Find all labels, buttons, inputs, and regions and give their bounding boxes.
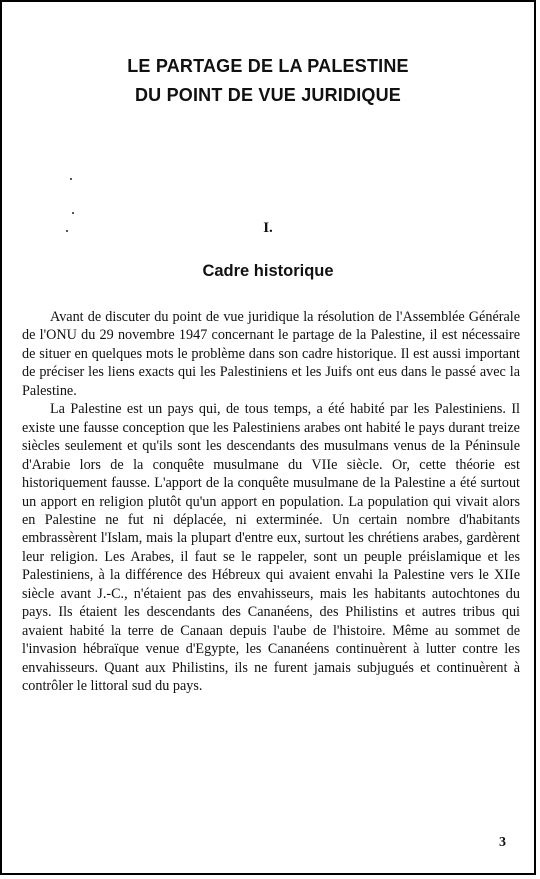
paragraph: La Palestine est un pays qui, de tous temps, a été habité par les Palestiniens. Il existe une fausse conception que les Palestiniens arabes ont habité le pays durant treize siècles seulement et qu'ils sont les descendants des musulmans venus de la Péninsule d'Arabie lors de la conquête musulmane du VIIe siècle. Or, cette théorie est historiquement fausse. L'apport de la conquête musulmane de la Palestine a été surtout un apport en religion plutôt qu'un apport en population. La population qui vivait alors en Palestine ne fut ni déplacée, ni exterminée. Un certain nombre d'habitants embrassèrent l'Islam, mais la plupart d'entre eux, surtout les chrétiens arabes, gardèrent leur religion. Les Arabes, il faut se le rappeler, sont un peuple préislamique et les Palestiniens, à la différence des Hébreux qui avaient envahi la Palestine vers le XIIe siècle avant J.-C., n'étaient pas des envahisseurs, mais les habitants autochtones du pays. Ils étaient les descendants des Cananéens, des Philistins et autres tribus qui avaient habité la terre de Canaan depuis l'aube de l'histoire. Même au sommet de l'invasion hébraïque venue d'Egypte, les Cananéens continuèrent à lutter contre les envahisseurs. Quant aux Philistins, ils ne furent jamais subjugués et continuèrent à contrôler le littoral sud du pays. bbox=[22, 401, 520, 695]
title-line-2: DU POINT DE VUE JURIDIQUE bbox=[134, 85, 402, 105]
document-title bbox=[2, 52, 534, 110]
title-line-1: LE PARTAGE DE LA PALESTINE bbox=[127, 56, 409, 76]
section-number: I. bbox=[263, 220, 273, 236]
paragraph: Avant de discuter du point de vue juridique la résolution de l'Assemblée Générale de l'ONU du 29 novembre 1947 concernant le partage de la Palestine, il est nécessaire de situer en quelques mots le problème dans son cadre historique. Il est aussi important de préciser les liens exacts qui les Palestiniens et les Juifs ont eus dans le passé avec la Palestine. bbox=[22, 309, 520, 399]
body-text bbox=[22, 308, 520, 696]
page-number: 3 bbox=[499, 835, 506, 850]
section-heading: Cadre historique bbox=[202, 262, 334, 280]
print-speck bbox=[72, 212, 74, 214]
print-speck bbox=[70, 178, 72, 180]
